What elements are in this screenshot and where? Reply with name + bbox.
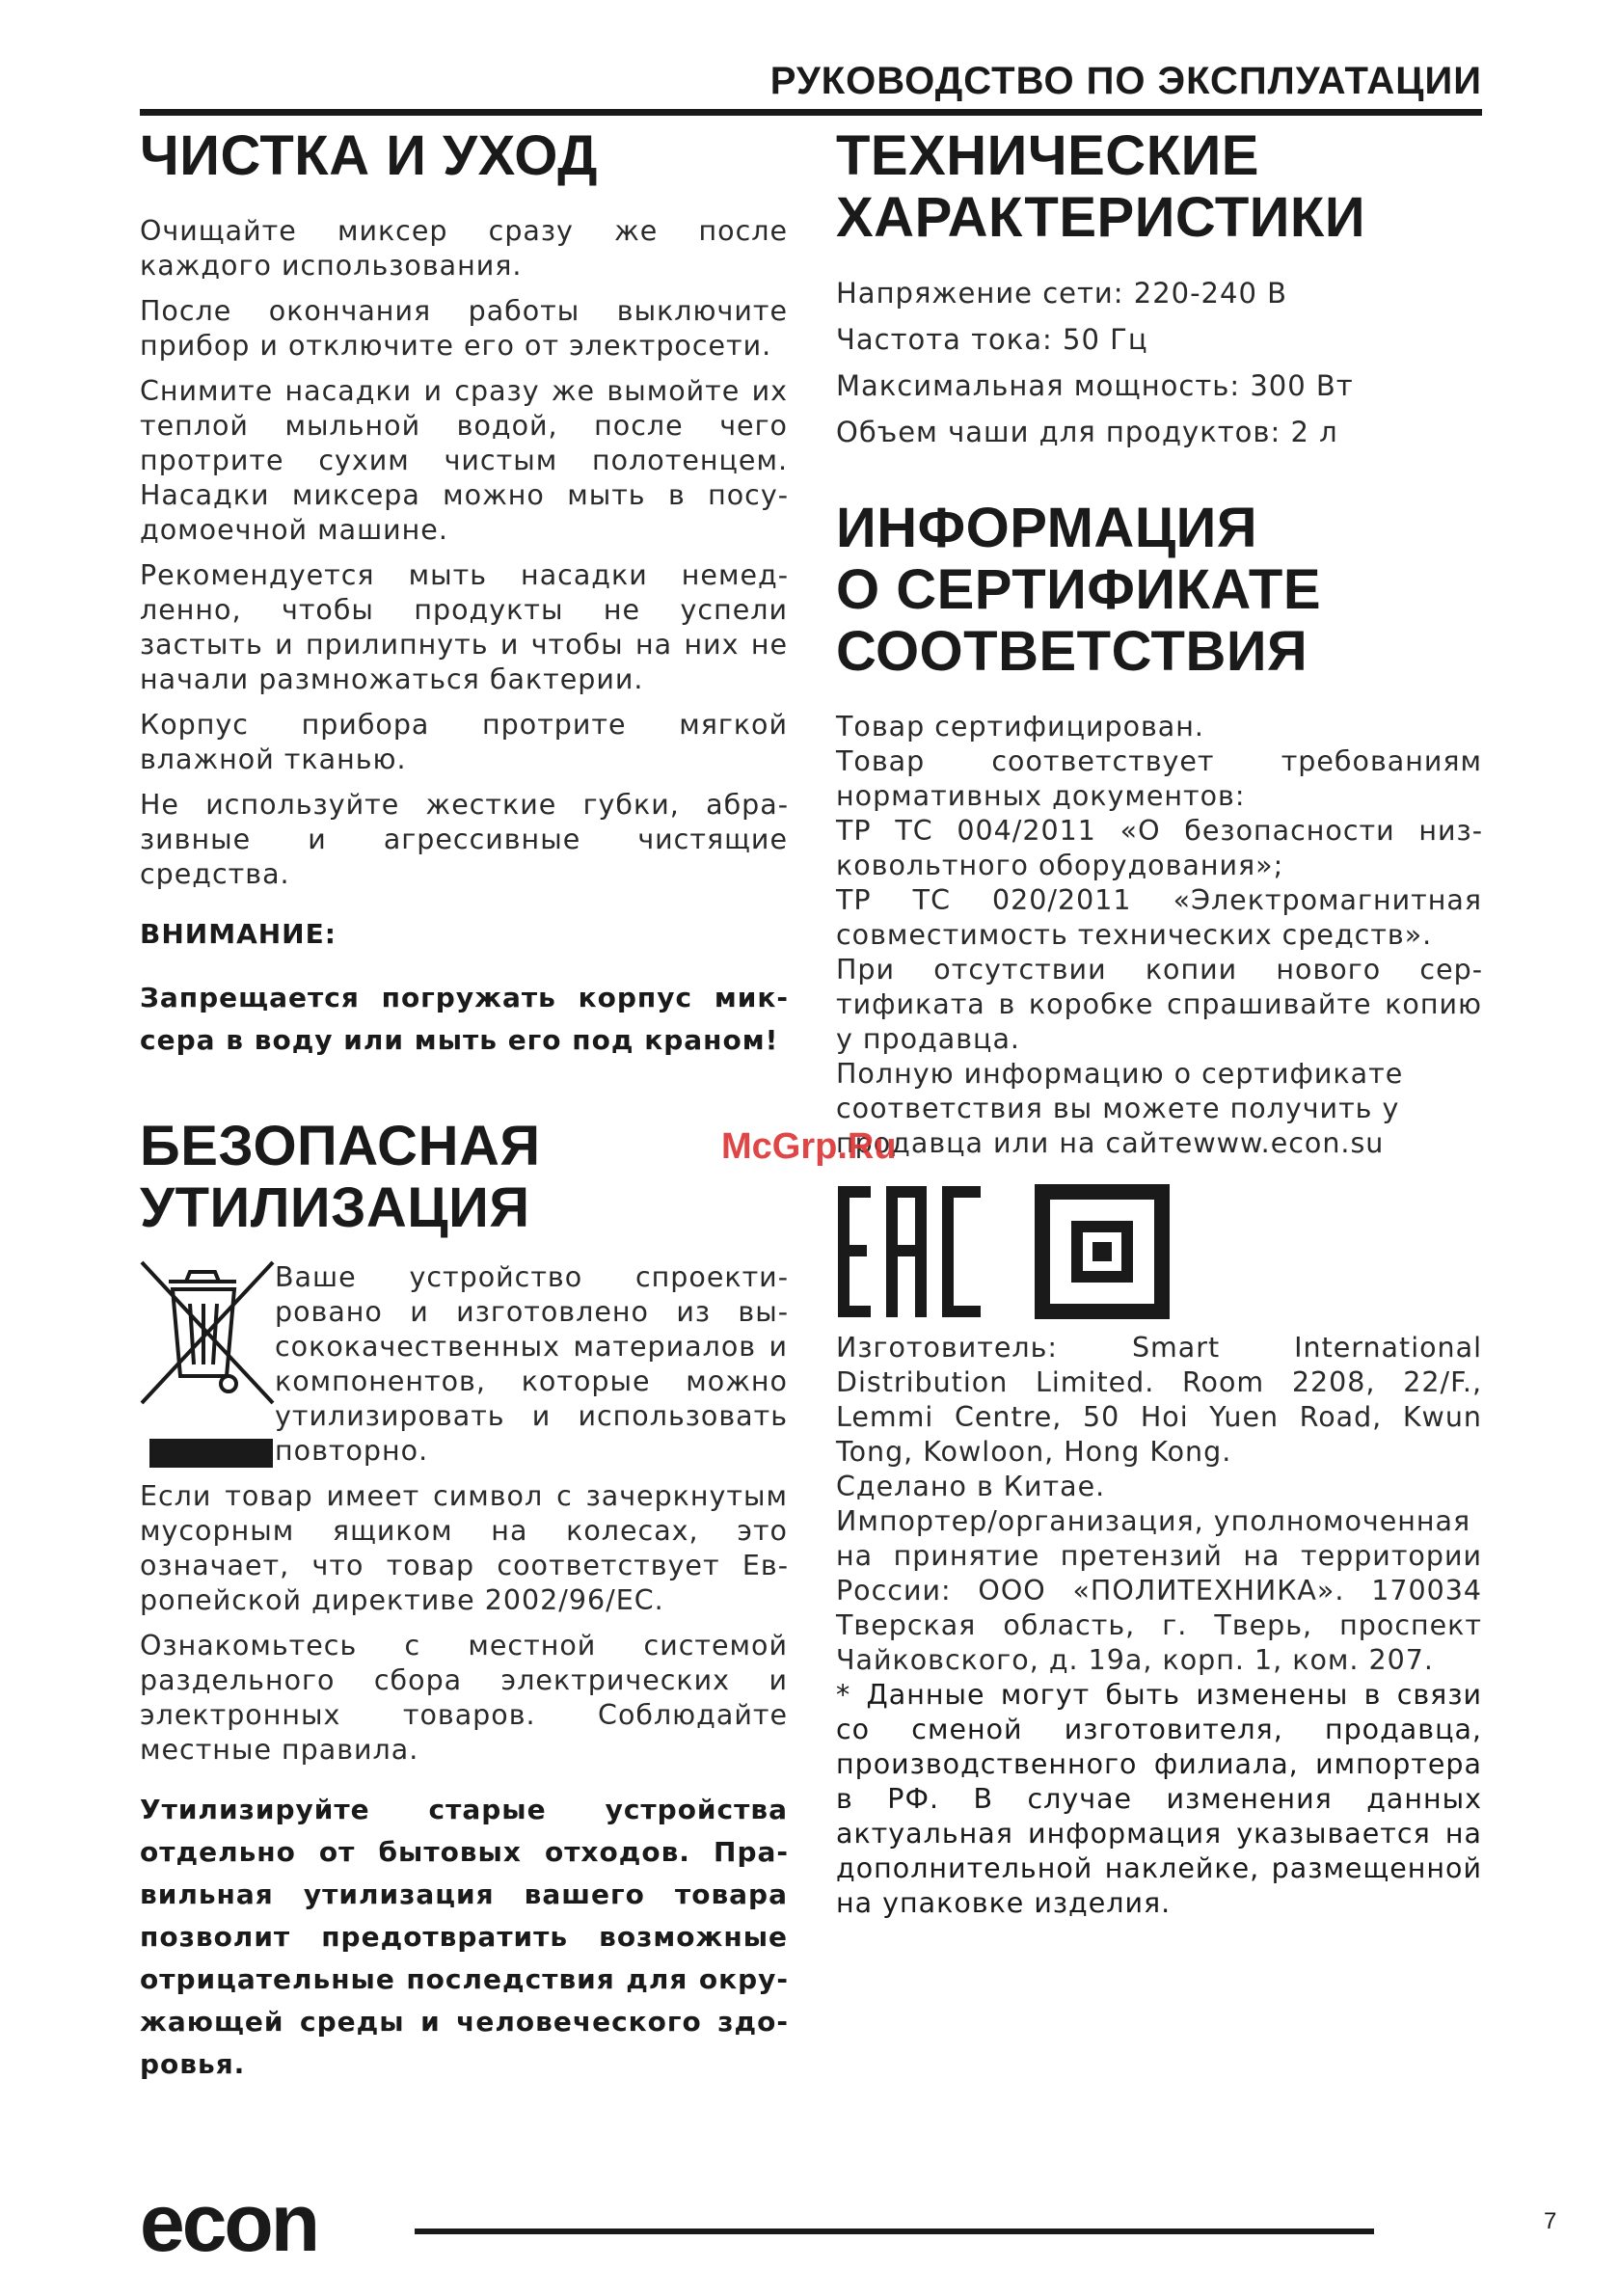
cleaning-paragraph: Не используйте жесткие губки, абразивные и агрессивные чистящие средства. xyxy=(140,789,788,890)
cleaning-title: ЧИСТКА И УХОД xyxy=(140,124,598,187)
cleaning-paragraph: Рекомендуется мыть насадки немедленно, чтобы продукты не успели застыть и прилипнуть и чтобы на них не начали размножаться бактерии. xyxy=(140,559,788,695)
econ-logo xyxy=(140,2191,381,2272)
certificate-line: Товар соответствует требованиям нормативных документов: xyxy=(836,745,1482,812)
disposal-paragraph: Если товар имеет символ с зачеркнутым мусорным ящиком на колесах, это означает, что товар соответствует Европейской директиве 2002/96/EC. xyxy=(140,1480,788,1616)
certificate-line: При отсутствии копии нового сертификата в коробке спрашивайте копию у продавца. xyxy=(836,954,1482,1055)
header-rule xyxy=(140,109,1482,116)
cleaning-paragraph: Очищайте миксер сразу же после каждого использования. xyxy=(140,215,788,282)
cleaning-section xyxy=(140,125,788,1062)
specs-section xyxy=(836,125,1482,455)
certification-square-icon xyxy=(1035,1184,1170,1323)
certificate-title-line2: О СЕРТИФИКАТЕ xyxy=(836,558,1322,621)
left-column xyxy=(140,125,788,2086)
manufacturer-line: на принятие претензий на территории России: ООО «ПОЛИТЕХНИКА». 170034 Тверская область, г. Тверь, проспект Чайковского, д. 19а, корп. 1, ком. 207. xyxy=(836,1540,1482,1676)
manufacturer-line: * Данные могут быть изменены в связи со сменой изготовителя, продавца, производственного филиала, импортера в РФ. В случае изменения данных актуальная информация указывается на дополнительной наклейке, размещенной на упаковке изделия. xyxy=(836,1679,1482,1919)
certificate-title-line3: СООТВЕТСТВИЯ xyxy=(836,620,1308,683)
warning-label: ВНИМАНИЕ: xyxy=(140,918,337,950)
cleaning-paragraph: Корпус прибора протрите мягкой влажной тканью. xyxy=(140,709,788,775)
spec-item: Частота тока: 50 Гц xyxy=(836,323,1148,356)
cleaning-paragraph: После окончания работы выключите прибор и отключите его от электросети. xyxy=(140,295,788,362)
manufacturer-section xyxy=(836,1331,1482,1921)
certification-marks xyxy=(836,1184,1482,1323)
page-number: 7 xyxy=(1544,2208,1557,2234)
manufacturer-line: Сделано в Китае. xyxy=(836,1471,1106,1502)
cleaning-paragraph: Снимите насадки и сразу же вымойте их теплой мыльной водой, после чего протрите сухим чистым полотенцем. Насадки миксера можно мыть в посудомоечной машине. xyxy=(140,375,788,546)
certificate-line: ТР ТС 020/2011 «Электромагнитная совместимость технических средств». xyxy=(836,884,1482,951)
certificate-line: ТР ТС 004/2011 «О безопасности низковольтного оборудования»; xyxy=(836,815,1482,881)
manufacturer-line: Импортер/организация, уполномоченная xyxy=(836,1505,1471,1537)
certificate-line: Товар сертифицирован. xyxy=(836,711,1204,743)
disposal-section xyxy=(140,1116,788,2086)
specs-title-line2: ХАРАКТЕРИСТИКИ xyxy=(836,186,1366,249)
disposal-bold-text: Утилизируйте старые устройства отдельно от бытовых отходов. Правильная утилизация вашего товара позволит предотвратить возможные отрицательные последствия для окружающей среды и человеческого здоровья. xyxy=(140,1794,788,2080)
page-header-title: РУКОВОДСТВО ПО ЭКСПЛУАТАЦИИ xyxy=(769,60,1482,102)
manufacturer-line: Изготовитель: Smart International Distribution Limited. Room 2208, 22/F., Lemmi Centre, 50 Hoi Yuen Road, Kwun Tong, Kowloon, Hong Kong. xyxy=(836,1332,1482,1468)
certificate-section xyxy=(836,498,1482,1323)
disposal-title-line1: БЕЗОПАСНАЯ xyxy=(140,1115,541,1177)
spec-item: Объем чаши для продуктов: 2 л xyxy=(836,416,1338,448)
footer-rule xyxy=(415,2228,1374,2234)
disposal-bin-text: Ваше устройство спроектировано и изготовлено из высококачественных материалов и компонентов, которые можно утилизировать и использовать повторно. xyxy=(275,1261,788,1467)
specs-title-line1: ТЕХНИЧЕСКИЕ xyxy=(836,124,1259,187)
watermark: McGrp.Ru xyxy=(721,1126,897,1167)
certificate-line: Полную информацию о сертификате соответствия вы можете получить у продавца или на сайтеwww.econ.su xyxy=(836,1058,1404,1159)
certificate-title-line1: ИНФОРМАЦИЯ xyxy=(836,497,1258,559)
right-column xyxy=(836,125,1482,1921)
disposal-title-line2: УТИЛИЗАЦИЯ xyxy=(140,1176,530,1239)
spec-item: Максимальная мощность: 300 Вт xyxy=(836,369,1354,402)
disposal-paragraph: Ознакомьтесь с местной системой раздельного сбора электрических и электронных товаров. Соблюдайте местные правила. xyxy=(140,1630,788,1766)
eac-logo xyxy=(836,1184,990,1323)
warning-text: Запрещается погружать корпус миксера в воду или мыть его под краном! xyxy=(140,982,788,1056)
spec-item: Напряжение сети: 220-240 В xyxy=(836,277,1288,310)
crossed-bin-icon xyxy=(140,1260,275,1468)
econ-logo-text: econ xyxy=(140,2191,318,2268)
